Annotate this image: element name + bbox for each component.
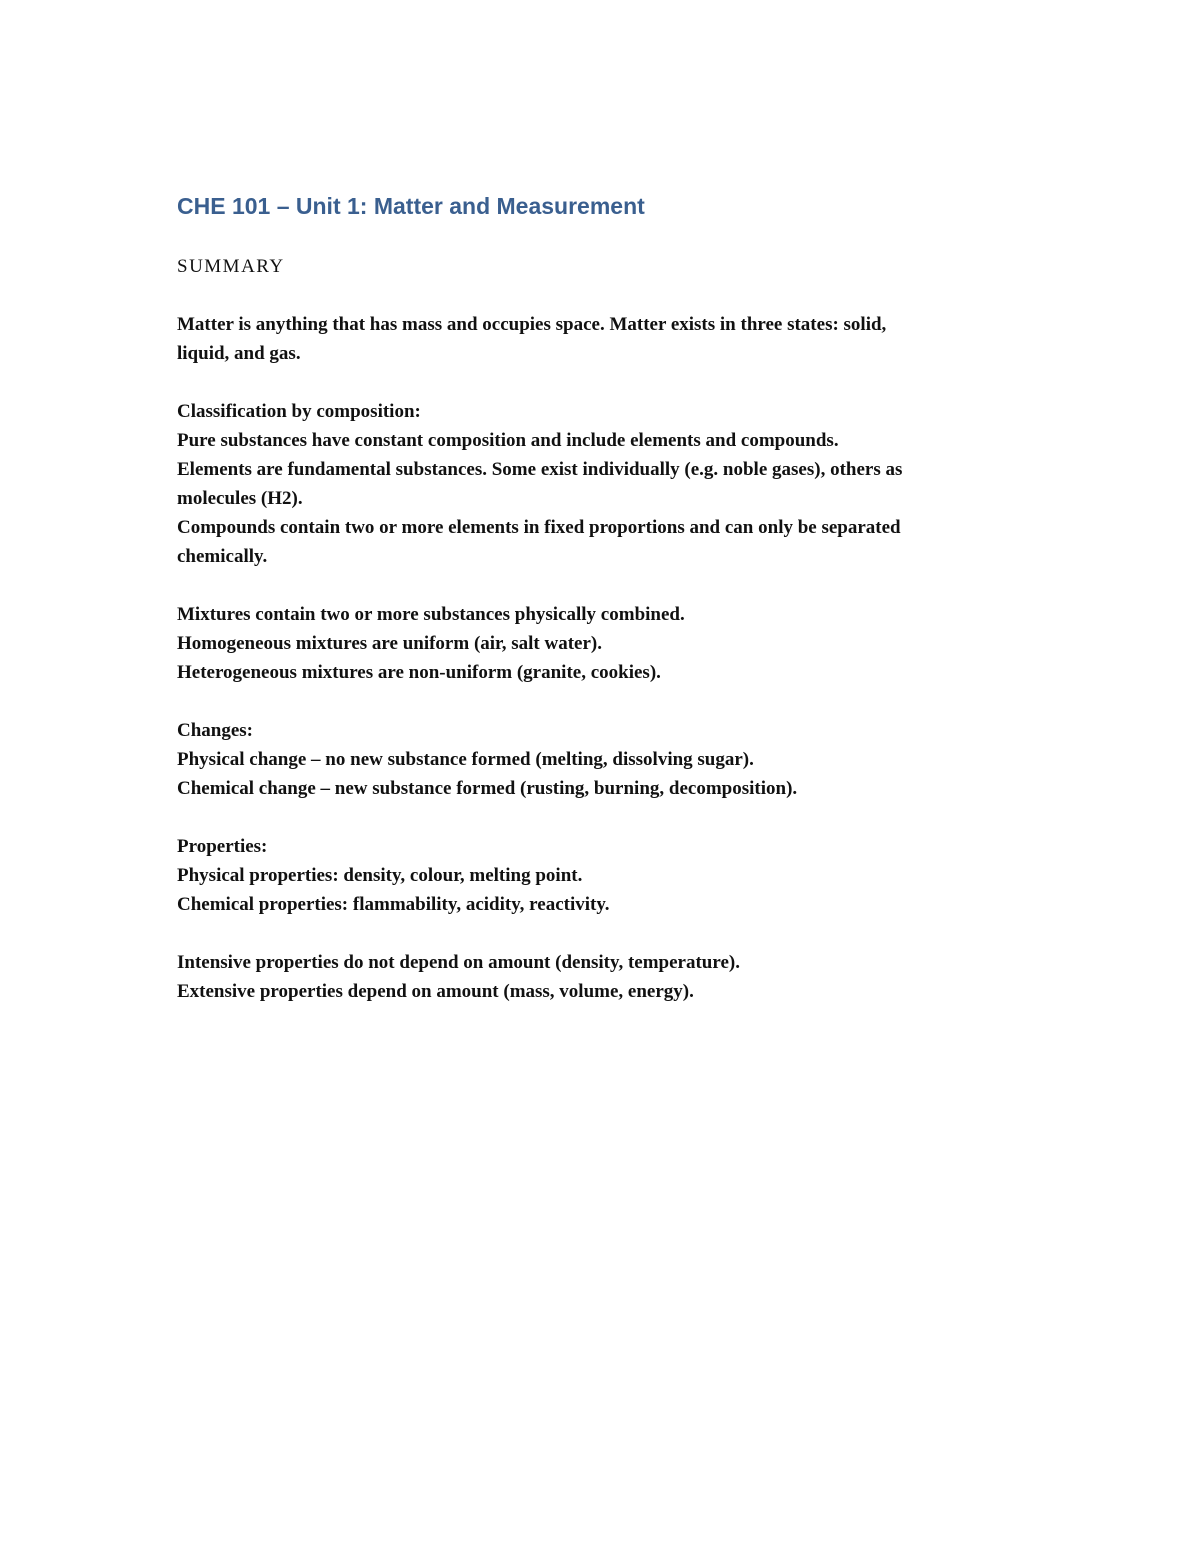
mixtures-line: Mixtures contain two or more substances physically combined. — [177, 604, 685, 625]
intro-line: liquid, and gas. — [177, 343, 301, 364]
mixtures-line: Homogeneous mixtures are uniform (air, salt water). — [177, 633, 602, 654]
properties-section — [177, 832, 1027, 919]
classification-section — [177, 397, 1027, 571]
changes-line: Chemical change – new substance formed (rusting, burning, decomposition). — [177, 778, 798, 799]
changes-heading: Changes: — [177, 720, 254, 741]
mixtures-line: Heterogeneous mixtures are non-uniform (granite, cookies). — [177, 662, 661, 683]
classification-line: molecules (H2). — [177, 488, 303, 509]
summary-heading: SUMMARY — [177, 256, 285, 277]
classification-heading: Classification by composition: — [177, 401, 421, 422]
changes-section — [177, 716, 1027, 803]
intensive-extensive-section — [177, 948, 1027, 1006]
properties-line: Chemical properties: flammability, acidity, reactivity. — [177, 894, 610, 915]
classification-line: chemically. — [177, 546, 268, 567]
changes-line: Physical change – no new substance formed (melting, dissolving sugar). — [177, 749, 754, 770]
intensive-extensive-line: Extensive properties depend on amount (mass, volume, energy). — [177, 981, 694, 1002]
intensive-extensive-line: Intensive properties do not depend on amount (density, temperature). — [177, 952, 740, 973]
classification-line: Pure substances have constant composition and include elements and compounds. — [177, 430, 839, 451]
properties-line: Physical properties: density, colour, melting point. — [177, 865, 583, 886]
classification-line: Elements are fundamental substances. Some exist individually (e.g. noble gases), others as — [177, 459, 903, 480]
classification-line: Compounds contain two or more elements in fixed proportions and can only be separated — [177, 517, 901, 538]
document-title: CHE 101 – Unit 1: Matter and Measurement — [177, 193, 645, 219]
document-body — [177, 190, 1027, 1035]
intro-paragraph — [177, 310, 1027, 368]
properties-heading: Properties: — [177, 836, 268, 857]
intro-line: Matter is anything that has mass and occupies space. Matter exists in three states: solid, — [177, 314, 887, 335]
mixtures-section — [177, 600, 1027, 687]
